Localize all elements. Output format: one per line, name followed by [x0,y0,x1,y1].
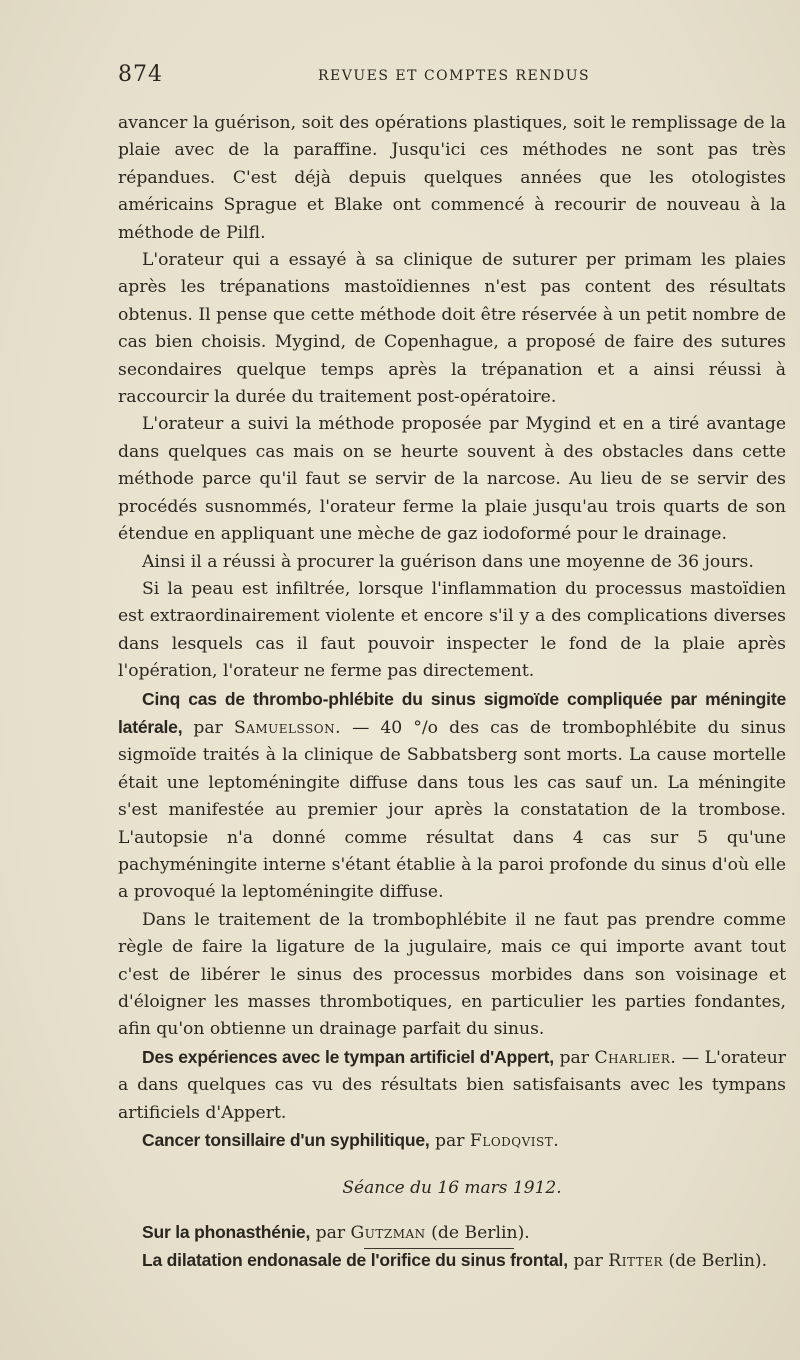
paragraph: Ainsi il a réussi à procurer la guérison dans une moyenne de 36 jours. [142,551,754,572]
by-word: par [573,1251,603,1272]
closing-rule [364,1248,514,1249]
author-name: Charlier. [594,1047,677,1068]
section-heading: Des expériences avec le tympan artificiel d'Appert, [142,1046,554,1067]
section-phonasthenia [118,1219,786,1247]
section-heading: Cancer tonsillaire d'un syphilitique, [142,1130,430,1151]
page-header [118,62,786,92]
by-word: par [315,1222,346,1243]
by-word: par [193,717,223,738]
section-cancer [118,1127,786,1155]
paragraph: L'orateur qui a essayé à sa clinique de suturer per primam les plaies après les trépanations mastoïdiennes n'est pas content des résultats obtenus. Il pense que cette méthode doit être réservée à un petit nombre de cas bien choisis. Mygind, de Copenhague, a proposé de faire des sutures secondaires quelque temps après la trépanation et a ainsi réussi à raccourcir la durée du traitement post-opératoire. [118,250,786,408]
paragraph: Dans le traitement de la trombophlébite il ne faut pas prendre comme règle de faire la ligature de la jugulaire, mais ce qui importe avant tout c'est de libérer le sinus des processus morbides dans son voisinage et d'éloigner les masses thrombotiques, en particulier les parties fondantes, afin qu'on obtienne un drainage parfait du sinus. [118,909,786,1040]
paragraph: avancer la guérison, soit des opérations plastiques, soit le remplissage de la plaie avec de la paraffine. Jusqu'ici ces méthodes ne sont pas très répandues. C'est déjà depuis quelques années que les otologistes américains Sprague et Blake ont commencé à recourir de nouveau à la méthode de Pilfl. [118,113,786,243]
section-heading: La dilatation endonasale de l'orifice du sinus frontal, [142,1250,568,1271]
author-affiliation: (de Berlin). [431,1222,530,1243]
section-text: — L'orateur a dans quelques cas vu des résultats bien satisfaisants avec les tympans artificiels d'Appert. [118,1047,786,1123]
author-name: Flodqvist. [469,1131,560,1152]
article-body [118,110,786,1276]
author-name: Ritter [608,1251,663,1272]
paragraph: Si la peau est infiltrée, lorsque l'inflammation du processus mastoïdien est extraordinairement violente et encore s'il y a des complications diverses dans lesquels cas il faut pouvoir inspecter le fond de la plaie après l'opération, l'orateur ne ferme pas directement. [118,578,786,682]
page-number: 874 [118,62,163,87]
by-word: par [434,1131,465,1152]
section-thrombophlebitis [118,686,786,907]
session-date: Séance du 16 mars 1912. [342,1178,562,1199]
section-tympan [118,1044,786,1127]
author-affiliation: (de Berlin). [668,1251,768,1272]
paragraph: L'orateur a suivi la méthode proposée par Mygind et en a tiré avantage dans quelques cas mais on se heurte souvent à des obstacles dans cette méthode parce qu'il faut se servir de la narcose. Au lieu de se servir des procédés susnommés, l'orateur ferme la plaie jusqu'au trois quarts de son étendue en appliquant une mèche de gaz iodoformé pour le drainage. [118,414,786,545]
section-dilatation [118,1247,786,1275]
section-heading: Cinq cas de thrombo-phlébite du sinus sigmoïde compliquée par méningite latérale, [118,688,786,737]
section-text: — 40 °/o des cas de trombophlébite du sinus sigmoïde traités à la clinique de Sabbatsberg sont morts. La cause mortelle était une leptoméningite diffuse dans tous les cas sauf un. La méningite s'est manifestée au premier jour après la constatation de la trombose. L'autopsie n'a donné comme résultat dans 4 cas sur 5 qu'une pachyméningite interne s'étant établie à la paroi profonde du sinus d'où elle a provoqué la leptoméningite diffuse. [118,717,786,903]
author-name: Gutzman [350,1222,426,1243]
running-head: REVUES ET COMPTES RENDUS [318,68,591,84]
section-heading: Sur la phonasthénie, [142,1221,311,1242]
author-name: Samuelsson. [233,717,342,738]
by-word: par [559,1047,589,1068]
